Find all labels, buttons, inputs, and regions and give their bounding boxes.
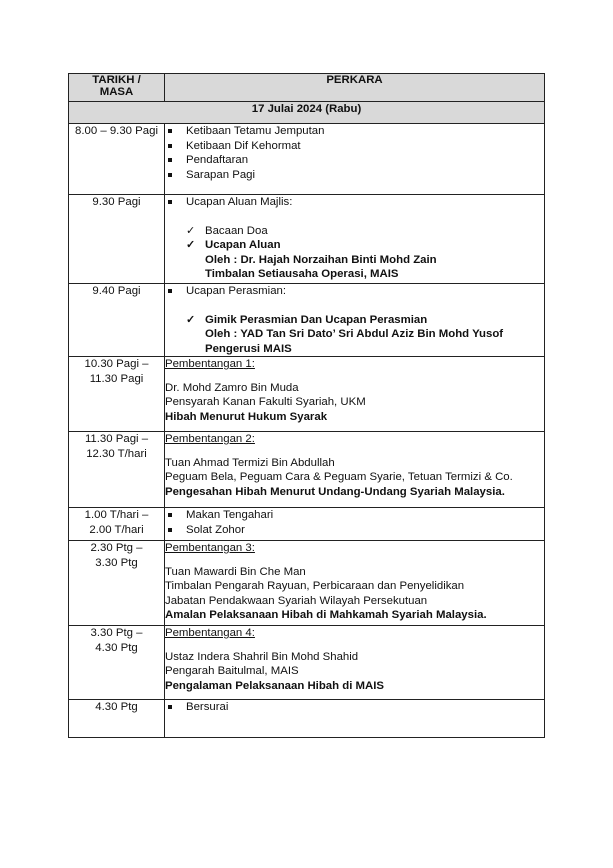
check-item xyxy=(186,224,544,239)
speaker-position: Pengarah Baitulmal, MAIS xyxy=(165,665,299,677)
content-cell xyxy=(165,124,545,195)
checkmark-icon: ✓ xyxy=(186,224,196,237)
check-item xyxy=(186,313,544,357)
checkmark-icon: ✓ xyxy=(186,239,196,251)
content-cell xyxy=(165,357,545,432)
session-topic: Hibah Menurut Hukum Syarak xyxy=(165,410,328,423)
speaker-name: Ustaz Indera Shahril Bin Mohd Shahid xyxy=(165,650,359,663)
time-start: 2.30 Ptg – xyxy=(90,542,143,554)
content-cell xyxy=(165,700,545,738)
header-date-time xyxy=(69,74,165,102)
time-cell xyxy=(69,541,165,626)
time-start: 1.00 T/hari – xyxy=(84,509,149,521)
header-row xyxy=(69,74,545,102)
content-cell xyxy=(165,541,545,626)
agenda-row xyxy=(69,357,545,432)
content-cell xyxy=(165,195,545,284)
list-item: Ucapan Aluan Majlis: xyxy=(165,195,544,210)
content-cell xyxy=(165,626,545,700)
header-agenda: PERKARA xyxy=(165,74,545,102)
time-end: 3.30 Ptg xyxy=(95,556,138,569)
time-end: 2.00 T/hari xyxy=(89,523,144,536)
content-cell xyxy=(165,508,545,541)
speaker-department: Jabatan Pendakwaan Syariah Wilayah Persekutuan xyxy=(165,594,428,607)
time-start: 3.30 Ptg – xyxy=(90,627,143,639)
agenda-row xyxy=(69,124,545,195)
time-cell: 9.40 Pagi xyxy=(69,284,165,357)
check-list xyxy=(165,313,544,357)
day-label: 17 Julai 2024 (Rabu) xyxy=(69,102,545,124)
speaker-name: Tuan Ahmad Termizi Bin Abdullah xyxy=(165,456,335,469)
time-cell xyxy=(69,357,165,432)
check-item-label: Ucapan Aluan xyxy=(205,239,281,251)
list-item: Makan Tengahari xyxy=(165,508,544,523)
time-cell xyxy=(69,626,165,700)
agenda-row xyxy=(69,284,545,357)
officiant-name: Oleh : Dr. Hajah Norzaihan Binti Mohd Zain xyxy=(205,253,437,266)
time-start: 10.30 Pagi – xyxy=(84,358,149,370)
check-item-label: Bacaan Doa xyxy=(205,224,268,237)
session-heading: Pembentangan 2: xyxy=(165,433,255,445)
speaker-position: Pensyarah Kanan Fakulti Syariah, UKM xyxy=(165,396,366,408)
bullet-list xyxy=(165,700,544,715)
time-cell: 4.30 Ptg xyxy=(69,700,165,738)
bullet-list xyxy=(165,284,544,299)
header-col1-line1: TARIKH / xyxy=(92,74,141,86)
checkmark-icon: ✓ xyxy=(186,313,196,326)
session-topic: Amalan Pelaksanaan Hibah di Mahkamah Syariah Malaysia. xyxy=(165,609,487,621)
agenda-row xyxy=(69,195,545,284)
time-end: 12.30 T/hari xyxy=(86,447,147,460)
header-col1-line2: MASA xyxy=(99,86,134,98)
speaker-position: Timbalan Pengarah Rayuan, Perbicaraan dan Penyelidikan xyxy=(165,580,465,592)
speaker-name: Tuan Mawardi Bin Che Man xyxy=(165,565,306,578)
list-item: Pendaftaran xyxy=(165,153,544,168)
time-start: 11.30 Pagi – xyxy=(84,433,149,445)
officiant-name: Oleh : YAD Tan Sri Dato’ Sri Abdul Aziz Bin Mohd Yusof xyxy=(205,328,504,340)
officiant-role: Timbalan Setiausaha Operasi, MAIS xyxy=(205,268,399,280)
time-cell xyxy=(69,432,165,508)
agenda-row xyxy=(69,508,545,541)
session-heading: Pembentangan 4: xyxy=(165,627,255,639)
bullet-list xyxy=(165,124,544,182)
agenda-row xyxy=(69,432,545,508)
time-cell: 9.30 Pagi xyxy=(69,195,165,284)
agenda-row xyxy=(69,541,545,626)
agenda-row xyxy=(69,626,545,700)
bullet-list xyxy=(165,508,544,537)
list-item: Sarapan Pagi xyxy=(165,168,544,183)
session-topic: Pengesahan Hibah Menurut Undang-Undang Syariah Malaysia. xyxy=(165,485,505,498)
session-topic: Pengalaman Pelaksanaan Hibah di MAIS xyxy=(165,679,385,692)
time-cell xyxy=(69,508,165,541)
session-heading: Pembentangan 3: xyxy=(165,542,255,554)
agenda-row xyxy=(69,700,545,738)
check-item xyxy=(186,238,544,282)
speaker-name: Dr. Mohd Zamro Bin Muda xyxy=(165,381,299,394)
day-row xyxy=(69,102,545,124)
check-item-label: Gimik Perasmian Dan Ucapan Perasmian xyxy=(205,313,428,326)
session-heading: Pembentangan 1: xyxy=(165,358,255,370)
time-end: 4.30 Ptg xyxy=(95,641,138,654)
list-item: Ucapan Perasmian: xyxy=(165,284,544,299)
agenda-table xyxy=(68,73,545,738)
check-list xyxy=(165,224,544,282)
content-cell xyxy=(165,432,545,508)
list-item: Ketibaan Dif Kehormat xyxy=(165,139,544,154)
content-cell xyxy=(165,284,545,357)
speaker-position: Peguam Bela, Peguam Cara & Peguam Syarie, Tetuan Termizi & Co. xyxy=(165,471,513,483)
time-end: 11.30 Pagi xyxy=(89,372,144,385)
list-item: Ketibaan Tetamu Jemputan xyxy=(165,124,544,139)
bullet-list xyxy=(165,195,544,210)
list-item: Bersurai xyxy=(165,700,544,715)
officiant-role: Pengerusi MAIS xyxy=(205,342,292,355)
list-item: Solat Zohor xyxy=(165,523,544,538)
time-cell: 8.00 – 9.30 Pagi xyxy=(69,124,165,195)
